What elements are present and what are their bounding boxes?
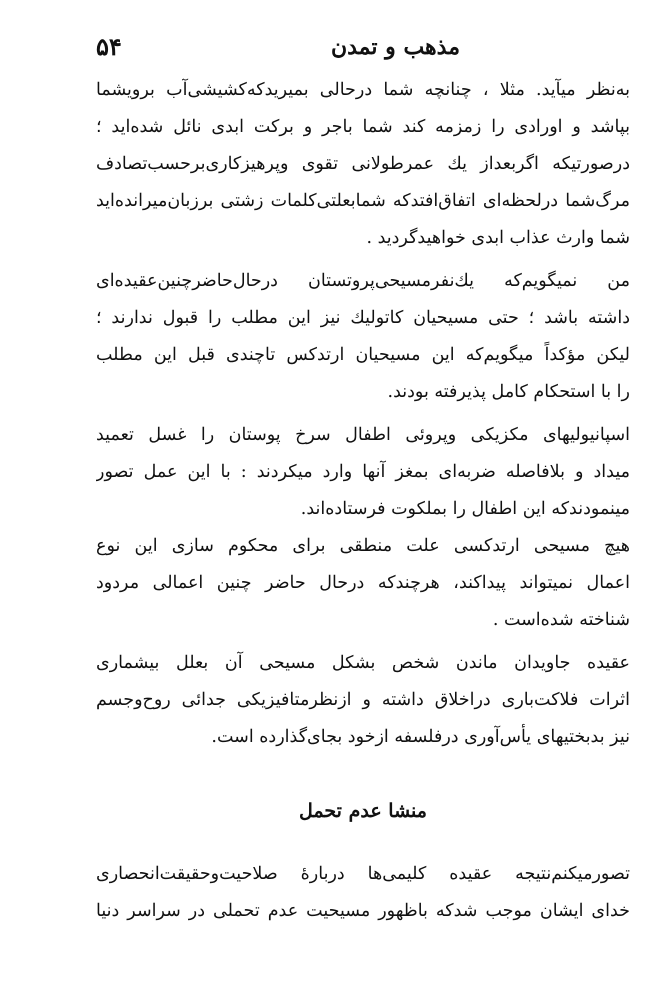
text-line: اسپانیولیهای مکزیکی وپروئی اطفال سرخ پوستان را غسل تعمید: [96, 425, 630, 445]
text-line: بپاشد و اورادی را زمزمه کند شما باجر و برکت ابدی نائل شده‌اید ؛: [96, 117, 630, 137]
paragraph: [96, 417, 630, 528]
text-line: خدای ایشان موجب شدکه باظهور مسیحیت عدم تحملی در سراسر دنیا: [96, 901, 630, 921]
text-line: به‌نظر میآید. مثلا ، چنانچه شما درحالی بمیریدکه‌کشیشی‌آب برویشما: [96, 80, 630, 100]
text-line: لیکن مؤکداً میگویم‌که این مسیحیان ارتدکس تاچندی قبل این مطلب: [96, 345, 630, 365]
text-line: تصورمیکنم‌نتیجه عقیده کلیمی‌ها دربارهٔ صلاحیت‌وحقیقت‌انحصاری: [96, 864, 630, 884]
text-line: اعمال نمیتواند پیداکند، هرچندکه درحال حاضر چنین اعمالی مردود: [96, 573, 630, 593]
page-header: [96, 30, 630, 66]
text-line: نیز بدبختیهای یأس‌آوری درفلسفه ازخود بجای‌گذارده است.: [211, 727, 630, 747]
text-line: مینمودندکه این اطفال را بملکوت فرستاده‌اند.: [300, 499, 630, 519]
text-line: عقیده جاویدان ماندن شخص بشکل مسیحی آن بعلل بیشماری: [96, 653, 630, 673]
paragraph: [96, 645, 630, 756]
text-line: اثرات فلاکت‌باری دراخلاق داشته و ازنظرمتافیزیکی جدائی روح‌وجسم: [96, 690, 630, 710]
text-line: را با استحکام کامل پذیرفته بودند.: [387, 382, 630, 402]
section-heading: منشا عدم تحمل: [299, 800, 427, 822]
text-line: شما وارث عذاب ابدی خواهیدگردید .: [366, 228, 630, 248]
page-number: ۵۴: [96, 32, 122, 61]
paragraph: [96, 72, 630, 257]
text-line: داشته باشد ؛ حتی مسیحیان کاتولیك نیز این مطلب را قبول ندارند ؛: [96, 308, 630, 328]
paragraph: [96, 263, 630, 411]
text-line: شناخته شده‌است .: [492, 610, 630, 630]
body-text: [96, 72, 630, 756]
section-body-text: [96, 856, 630, 930]
text-line: مرگ‌شما درلحظه‌ای اتفاق‌افتدکه شمابعلتی‌کلمات زشتی برزبان‌میرانده‌اید: [96, 191, 630, 211]
text-line: میداد و بلافاصله ضربه‌ای بمغز آنها وارد میکردند : با این عمل تصور: [96, 462, 630, 482]
text-line: من نمیگویم‌که یك‌نفرمسیحی‌پروتستان درحال‌حاضرچنین‌عقیده‌ای: [96, 271, 630, 291]
paragraph: [96, 528, 630, 639]
text-line: هیچ مسیحی ارتدکسی علت منطقی برای محکوم سازی این نوع: [96, 536, 630, 556]
text-line: درصورتیکه اگربعداز یك عمرطولانی تقوی وپرهیزکاری‌برحسب‌تصادف: [96, 154, 630, 174]
running-title: مذهب و تمدن: [330, 34, 460, 60]
